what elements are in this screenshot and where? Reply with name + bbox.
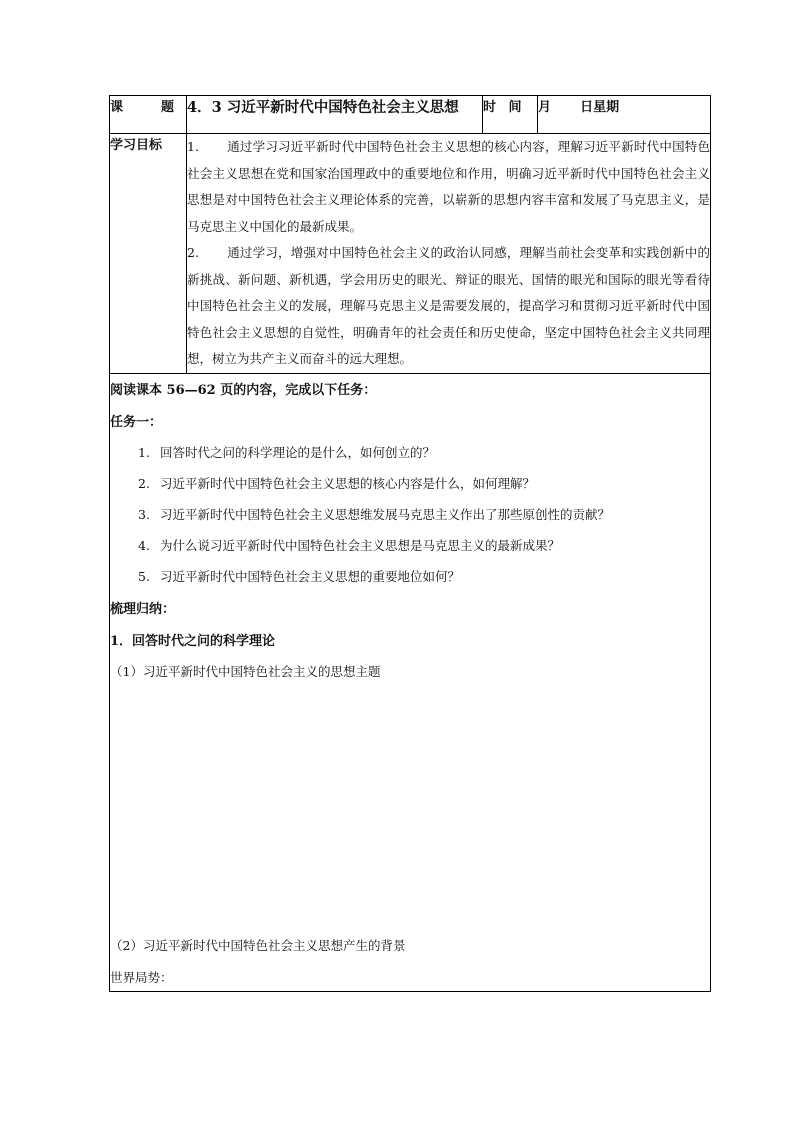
objective-num: 1.	[187, 139, 199, 154]
question-num: 1.	[138, 444, 150, 460]
question-num: 3.	[138, 506, 150, 522]
date-month: 月	[538, 100, 552, 115]
question-item	[110, 536, 710, 554]
question-text: 习近平新时代中国特色社会主义思想的重要地位如何？	[159, 568, 460, 584]
objectives-body	[187, 134, 711, 374]
question-text: 习近平新时代中国特色社会主义思想的核心内容是什么，如何理解？	[159, 475, 535, 491]
question-item	[110, 567, 710, 585]
question-num: 5.	[138, 568, 150, 584]
subsection-1: （1）习近平新时代中国特色社会主义的思想主题	[110, 663, 381, 679]
header-row	[110, 96, 711, 134]
question-item	[110, 474, 710, 492]
objective-text: 通过学习，增强对中国特色社会主义的政治认同感，理解当前社会变革和实践创新中的新挑战、新问题、新机遇，学会用历史的眼光、辩证的眼光、国情的眼光和国际的眼光等看待中国特色社会主义的发展，理解马克思主义是需要发展的，提高学习和贯彻习近平新时代中国特色社会主义思想的自觉性，明确青年的社会责任和历史使命，坚定中国特色社会主义共同理想，树立为共产主义而奋斗的远大理想。	[187, 245, 710, 366]
question-text: 习近平新时代中国特色社会主义思想维发展马克思主义作出了那些原创性的贡献？	[159, 506, 610, 522]
time-label: 时 间	[483, 96, 538, 134]
subject-label-cell	[110, 96, 187, 134]
section1-title: 1．回答时代之问的科学理论	[110, 633, 276, 649]
task1-title: 任务一：	[110, 414, 163, 430]
date-cell	[538, 96, 711, 134]
summary-title: 梳理归纳：	[110, 601, 176, 617]
main-content	[110, 373, 711, 991]
objective-item	[187, 240, 710, 373]
subject-label-char-2: 题	[160, 100, 174, 115]
question-item	[110, 443, 710, 461]
question-num: 2.	[138, 475, 150, 491]
question-item	[110, 505, 710, 523]
question-text: 回答时代之问的科学理论的是什么，如何创立的？	[159, 444, 435, 460]
date-weekday: 日星期	[580, 100, 620, 115]
subsection-2: （2）习近平新时代中国特色社会主义思想产生的背景	[110, 937, 406, 953]
main-row	[110, 373, 711, 991]
reading-instruction: 阅读课本 56—62 页的内容，完成以下任务：	[110, 382, 377, 398]
world-situation-label: 世界局势：	[110, 969, 173, 985]
objective-item	[187, 134, 710, 240]
question-text: 为什么说习近平新时代中国特色社会主义思想是马克思主义的最新成果？	[159, 537, 560, 553]
objectives-row	[110, 134, 711, 374]
question-num: 4.	[138, 537, 150, 553]
objective-text: 通过学习习近平新时代中国特色社会主义思想的核心内容，理解习近平新时代中国特色社会主义思想在党和国家治国理政中的重要地位和作用，明确习近平新时代中国特色社会主义思想是对中国特色社会主义理论体系的完善，以崭新的思想内容丰富和发展了马克思主义，是马克思主义中国化的最新成果。	[187, 139, 710, 234]
worksheet-table	[109, 95, 711, 992]
objectives-label: 学习目标	[110, 134, 187, 374]
subject-label-char-1: 课	[110, 100, 124, 115]
lesson-title: 4．3 习近平新时代中国特色社会主义思想	[187, 96, 483, 134]
objective-num: 2.	[187, 245, 199, 260]
